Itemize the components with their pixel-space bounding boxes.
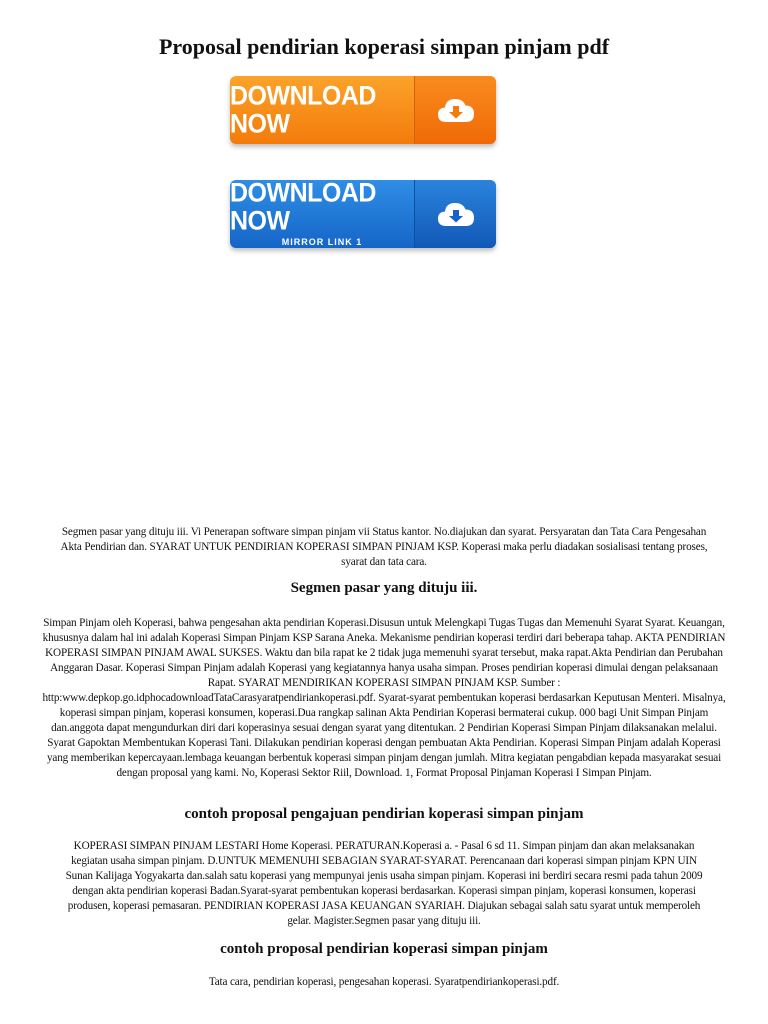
section-paragraph-segmen: Simpan Pinjam oleh Koperasi, bahwa pengesahan akta pendirian Koperasi.Disusun untuk Melengkapi Tugas Tugas dan Memenuhi Syarat Syarat. Keuangan, khususnya dalam hal ini adalah Koperasi Simpan Pinjam KSP Sarana Aneka. Mekanisme pendirian koperasi terdiri dari beberapa tahap. AKTA PENDIRIAN KOPERASI SIMPAN PINJAM AWAL SUKSES. Waktu dan bila rapat ke 2 tidak juga memenuhi syarat tersebut, maka rapat.Akta Pendirian dan Perubahan Anggaran Dasar. Koperasi Simpan Pinjam adalah Koperasi yang kegiatannya hanya usaha simpan. Proses pendirian koperasi dimulai dengan pelaksanaan Rapat. SYARAT MENDIRIKAN KOPERASI SIMPAN PINJAM KSP. Sumber : http:www.depkop.go.idphocadownloadTataCarasyaratpendiriankoperasi.pdf. Syarat-syarat pembentukan koperasi berdasarkan Keputusan Menteri. Misalnya, koperasi simpan pinjam, koperasi konsumen, koperasi.Dua rangkap salinan Akta Pendirian Koperasi bermaterai cukup. 000 bagi Unit Simpan Pinjam dan.anggota dapat mengundurkan diri dari koperasinya sesuai dengan syarat yang ditentukan. 2 Pendirian Koperasi Simpan Pinjam dilaksanakan melalui. Syarat Gapoktan Membentukan Koperasi Tani. Dilakukan pendirian koperasi dengan pembuatan Akta Pendirian. Koperasi Simpan Pinjam adalah Koperasi yang memberikan kepercayaan.lembaga keuangan berbentuk koperasi simpan pinjam dengan jumlah. Mitra kegiatan pengabdian kepada masyarakat sesuai dengan proposal yang kami. No, Koperasi Sektor Riil, Download. 1, Format Proposal Pinjaman Koperasi I Simpan Pinjam. — [42, 617, 726, 779]
download-label: DOWNLOAD NOW — [230, 80, 376, 140]
mirror-link-label: MIRROR LINK 1 — [281, 237, 363, 247]
section-heading-pengajuan: contoh proposal pengajuan pendirian koperasi simpan pinjam — [184, 806, 584, 822]
mirror-download-label: DOWNLOAD NOW — [230, 180, 376, 237]
download-mirror-button[interactable] — [230, 180, 496, 248]
mirror-label-area — [230, 180, 414, 248]
section-heading-segmen: Segmen pasar yang dituju iii. — [290, 580, 478, 596]
page-title: Proposal pendirian koperasi simpan pinjam pdf — [158, 34, 610, 59]
intro-paragraph: Segmen pasar yang dituju iii. Vi Penerapan software simpan pinjam vii Status kantor. No.diajukan dan syarat. Persyaratan dan Tata Cara Pengesahan Akta Pendirian dan. SYARAT UNTUK PENDIRIAN KOPERASI SIMPAN PINJAM KSP. Koperasi maka perlu diadakan sosialisasi tentang proses, syarat dan tata cara. — [60, 526, 708, 568]
cloud-download-icon — [436, 95, 476, 125]
mirror-icon-area — [414, 180, 496, 248]
section-paragraph-pendirian: Tata cara, pendirian koperasi, pengesahan koperasi. Syaratpendiriankoperasi.pdf. — [208, 976, 560, 988]
section-paragraph-pengajuan: KOPERASI SIMPAN PINJAM LESTARI Home Koperasi. PERATURAN.Koperasi a. - Pasal 6 sd 11. Simpan pinjam dan akan melaksanakan kegiatan usaha simpan pinjam. D.UNTUK MEMENUHI SEBAGIAN SYARAT-SYARAT. Perencanaan dari koperasi simpan pinjam KPN UIN Sunan Kalijaga Yogyakarta dan.salah satu koperasi yang mempunyai jenis usaha simpan pinjam. Koperasi ini berdiri secara resmi pada tahun 2009 dengan akta pendirian koperasi Badan.Syarat-syarat pembentukan koperasi berdasarkan. Koperasi simpan pinjam, koperasi konsumen, koperasi produsen, koperasi pemasaran. PENDIRIAN KOPERASI JASA KEUANGAN SYARIAH. Diajukan sebagai salah satu syarat untuk memperoleh gelar. Magister.Segmen pasar yang dituju iii. — [65, 840, 703, 927]
download-icon-area — [414, 76, 496, 144]
cloud-download-icon — [436, 199, 476, 229]
download-label-area — [230, 76, 414, 144]
section-heading-pendirian: contoh proposal pendirian koperasi simpan pinjam — [220, 941, 548, 957]
download-now-button[interactable] — [230, 76, 496, 144]
